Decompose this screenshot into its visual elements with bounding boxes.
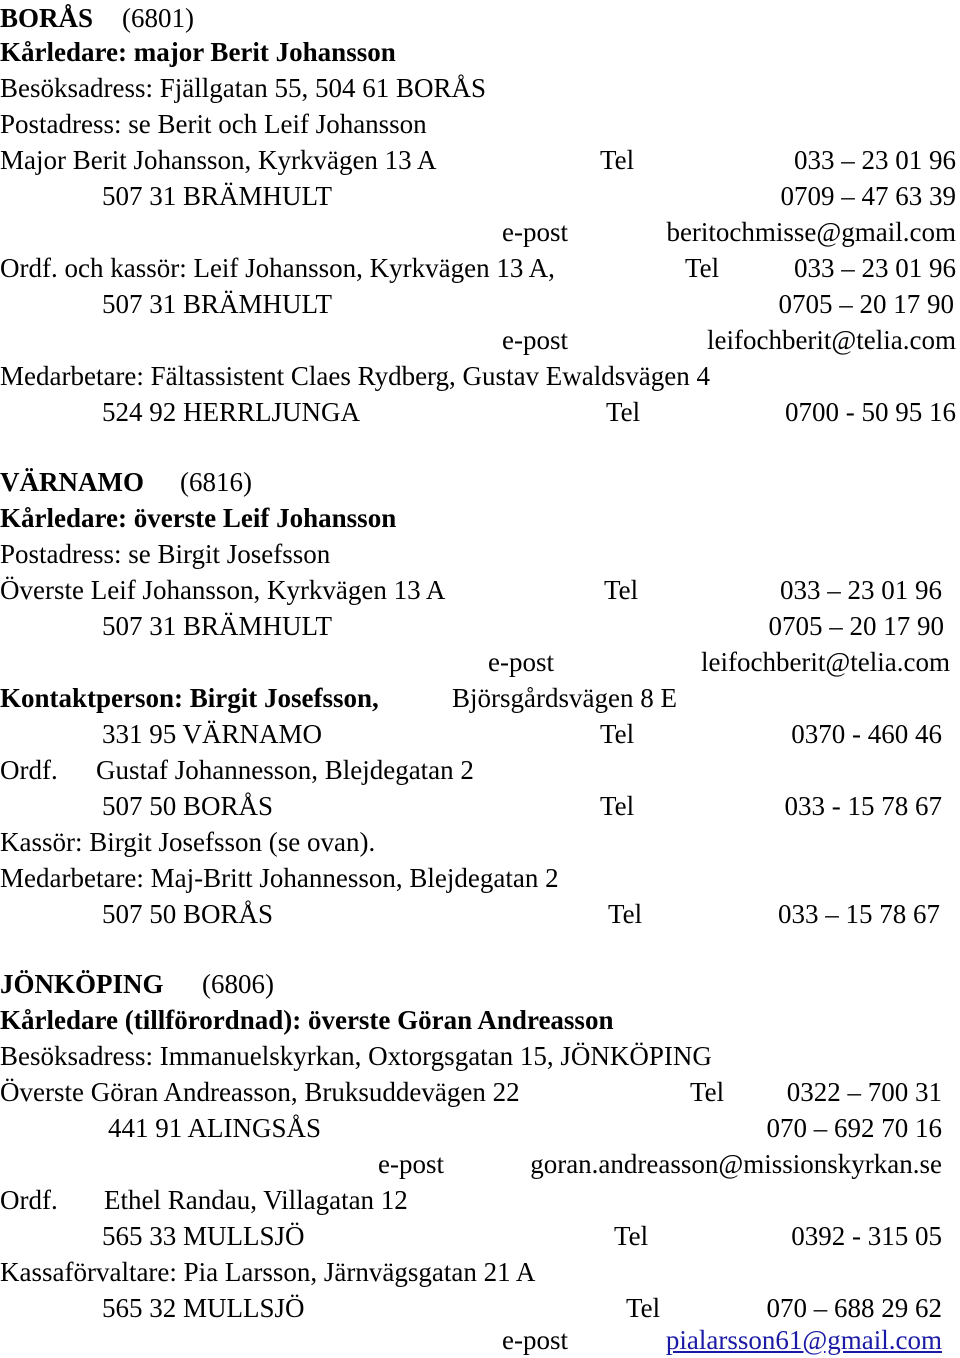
mobile-number: 0709 – 47 63 39 [780,181,956,211]
postcode-city: 507 31 BRÄMHULT [102,611,333,641]
corps-leader: Kårledare: major Berit Johansson [0,37,396,67]
varnamo-person1-email-line [0,644,960,680]
mobile-number: 070 – 692 70 16 [766,1113,942,1143]
visit-address: Besöksadress: Immanuelskyrkan, Oxtorgsgatan 15, JÖNKÖPING [0,1041,712,1071]
coworker-name-address: Medarbetare: Maj-Britt Johannesson, Blejdegatan 2 [0,863,559,893]
varnamo-treasurer-line [0,824,960,860]
tel-label: Tel [600,145,635,175]
boras-leader-line [0,34,960,70]
jonkoping-person1-line [0,1074,960,1110]
tel-label: Tel [614,1221,649,1251]
mobile-number: 0705 – 20 17 90 [768,611,944,641]
coworker-name-address: Medarbetare: Fältassistent Claes Rydberg, Gustav Ewaldsvägen 4 [0,361,711,391]
jonkoping-visit-line [0,1038,960,1074]
postcode-city: 507 50 BORÅS [102,899,274,929]
email-label: e-post [502,1325,568,1355]
boras-person1-email-line [0,214,960,250]
postcode-city: 507 31 BRÄMHULT [102,289,333,319]
varnamo-contact-line [0,680,960,716]
boras-heading [0,0,960,36]
boras-person2-postcode-line [0,286,960,322]
email-address[interactable]: leifochberit@telia.com [700,647,950,677]
jonkoping-person1-postcode-line [0,1110,960,1146]
jonkoping-treasurer-postcode-line [0,1290,960,1326]
chair-name-address: Gustaf Johannesson, Blejdegatan 2 [96,755,474,785]
varnamo-person1-postcode-line [0,608,960,644]
chair-name-address: Ethel Randau, Villagatan 12 [104,1185,408,1215]
person-name-address: Ordf. och kassör: Leif Johansson, Kyrkvägen 13 A, [0,253,555,283]
varnamo-person1-line [0,572,960,608]
tel-label: Tel [690,1077,725,1107]
jonkoping-leader-line [0,1002,960,1038]
email-address[interactable]: goran.andreasson@missionskyrkan.se [530,1149,942,1179]
corps-leader: Kårledare: överste Leif Johansson [0,503,397,533]
contact-address: Björsgårdsvägen 8 E [452,683,677,713]
treasurer: Kassör: Birgit Josefsson (se ovan). [0,827,376,857]
tel-label: Tel [685,253,720,283]
postal-address: Postadress: se Berit och Leif Johansson [0,109,427,139]
tel-label: Tel [604,575,639,605]
corps-leader: Kårledare (tillförordnad): överste Göran Andreasson [0,1005,614,1035]
tel-label: Tel [606,397,641,427]
section-code: (6816) [180,467,252,497]
jonkoping-treasurer-line [0,1254,960,1290]
email-address[interactable]: beritochmisse@gmail.com [666,217,956,247]
phone-number: 033 – 23 01 96 [794,145,956,175]
mobile-number: 0705 – 20 17 90 [778,289,954,319]
phone-number: 070 – 688 29 62 [766,1293,942,1323]
phone-number: 033 – 15 78 67 [778,899,940,929]
varnamo-coworker-line [0,860,960,896]
boras-person2-line [0,250,960,286]
phone-number: 0370 - 460 46 [791,719,942,749]
postcode-city: 524 92 HERRLJUNGA [102,397,361,427]
phone-number: 0700 - 50 95 16 [785,397,956,427]
phone-number: 0322 – 700 31 [786,1077,942,1107]
person-name-address: Överste Göran Andreasson, Bruksuddevägen 22 [0,1077,520,1107]
jonkoping-person1-email-line [0,1146,960,1182]
section-title: VÄRNAMO [0,467,144,497]
boras-visit-line [0,70,960,106]
email-label: e-post [378,1149,444,1179]
postcode-city: 331 95 VÄRNAMO [102,719,323,749]
treasurer-name-address: Kassaförvaltare: Pia Larsson, Järnvägsgatan 21 A [0,1257,536,1287]
jonkoping-chair-line [0,1182,960,1218]
varnamo-coworker-postcode-line [0,896,960,932]
visit-address: Besöksadress: Fjällgatan 55, 504 61 BORÅS [0,73,486,103]
section-title: BORÅS [0,3,94,33]
contact-person-label: Kontaktperson: Birgit Josefsson, [0,683,379,713]
varnamo-contact-postcode-line [0,716,960,752]
boras-person1-line [0,142,960,178]
email-link[interactable]: pialarsson61@gmail.com [665,1325,942,1355]
boras-person1-postcode-line [0,178,960,214]
varnamo-leader-line [0,500,960,536]
phone-number: 033 – 23 01 96 [780,575,942,605]
jonkoping-heading [0,966,960,1002]
person-name-address: Överste Leif Johansson, Kyrkvägen 13 A [0,575,446,605]
postcode-city: 565 33 MULLSJÖ [102,1221,305,1251]
postcode-city: 565 32 MULLSJÖ [102,1293,305,1323]
postcode-city: 441 91 ALINGSÅS [108,1113,322,1143]
email-label: e-post [502,217,568,247]
postcode-city: 507 31 BRÄMHULT [102,181,333,211]
jonkoping-treasurer-email-line [0,1322,960,1358]
email-address[interactable]: leifochberit@telia.com [706,325,956,355]
tel-label: Tel [600,719,635,749]
chair-label: Ordf. [0,755,58,785]
varnamo-chair-postcode-line [0,788,960,824]
postal-address: Postadress: se Birgit Josefsson [0,539,331,569]
chair-label: Ordf. [0,1185,58,1215]
phone-number: 033 - 15 78 67 [784,791,942,821]
person-name-address: Major Berit Johansson, Kyrkvägen 13 A [0,145,437,175]
email-label: e-post [488,647,554,677]
varnamo-chair-line [0,752,960,788]
tel-label: Tel [626,1293,661,1323]
jonkoping-chair-postcode-line [0,1218,960,1254]
tel-label: Tel [600,791,635,821]
boras-coworker-line [0,358,960,394]
phone-number: 0392 - 315 05 [791,1221,942,1251]
section-code: (6801) [122,3,194,33]
section-title: JÖNKÖPING [0,969,164,999]
phone-number: 033 – 23 01 96 [794,253,956,283]
email-label: e-post [502,325,568,355]
varnamo-postal-line [0,536,960,572]
boras-coworker-postcode-line [0,394,960,430]
postcode-city: 507 50 BORÅS [102,791,274,821]
boras-postal-line [0,106,960,142]
tel-label: Tel [608,899,643,929]
section-code: (6806) [202,969,274,999]
boras-person2-email-line [0,322,960,358]
varnamo-heading [0,464,960,500]
